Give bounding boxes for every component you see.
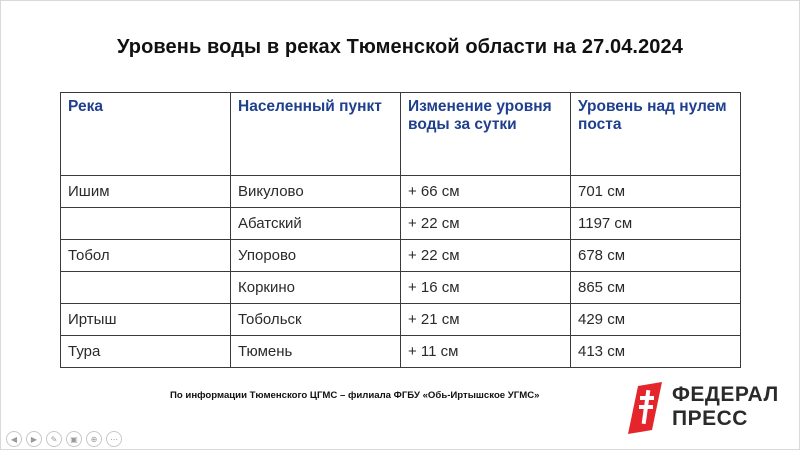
cell-level: 413 см	[571, 336, 741, 368]
table-row	[61, 304, 741, 336]
cell-settlement: Упорово	[231, 240, 401, 272]
table-row	[61, 208, 741, 240]
cell-change: + 22 см	[401, 240, 571, 272]
cell-settlement: Коркино	[231, 272, 401, 304]
table-row	[61, 240, 741, 272]
table-row	[61, 272, 741, 304]
more-icon[interactable]: ⋯	[106, 431, 122, 447]
cell-river	[61, 272, 231, 304]
cell-river: Тобол	[61, 240, 231, 272]
cell-level: 1197 см	[571, 208, 741, 240]
cell-change: + 16 см	[401, 272, 571, 304]
cell-change: + 22 см	[401, 208, 571, 240]
cell-settlement: Тюмень	[231, 336, 401, 368]
pen-icon[interactable]: ✎	[46, 431, 62, 447]
cell-river: Иртыш	[61, 304, 231, 336]
cell-settlement: Тобольск	[231, 304, 401, 336]
cell-settlement: Абатский	[231, 208, 401, 240]
cell-settlement: Викулово	[231, 176, 401, 208]
cell-level: 701 см	[571, 176, 741, 208]
logo-text-line1: ФЕДЕРАЛ	[672, 383, 779, 406]
cell-change: + 11 см	[401, 336, 571, 368]
slideshow-controls	[6, 431, 122, 447]
header-river: Река	[61, 93, 231, 176]
cell-change: + 21 см	[401, 304, 571, 336]
header-daily-change: Изменение уровня воды за сутки	[401, 93, 571, 176]
cell-level: 865 см	[571, 272, 741, 304]
table-header-row	[61, 93, 741, 176]
water-level-table	[60, 92, 741, 368]
logo-text-line2: ПРЕСС	[672, 407, 748, 430]
header-level-above-zero: Уровень над нулем поста	[571, 93, 741, 176]
header-settlement: Населенный пункт	[231, 93, 401, 176]
slide-title: Уровень воды в реках Тюменской области на 27.04.2024	[117, 36, 683, 58]
source-note: По информации Тюменского ЦГМС – филиала ФГБУ «Обь-Иртышское УГМС»	[170, 390, 540, 401]
table-row	[61, 176, 741, 208]
next-icon[interactable]: ▶	[26, 431, 42, 447]
table-row	[61, 336, 741, 368]
cell-river: Тура	[61, 336, 231, 368]
slides-icon[interactable]: ▣	[66, 431, 82, 447]
cell-level: 429 см	[571, 304, 741, 336]
zoom-icon[interactable]: ⊕	[86, 431, 102, 447]
cell-river: Ишим	[61, 176, 231, 208]
cell-level: 678 см	[571, 240, 741, 272]
cell-river	[61, 208, 231, 240]
cell-change: + 66 см	[401, 176, 571, 208]
prev-icon[interactable]: ◀	[6, 431, 22, 447]
